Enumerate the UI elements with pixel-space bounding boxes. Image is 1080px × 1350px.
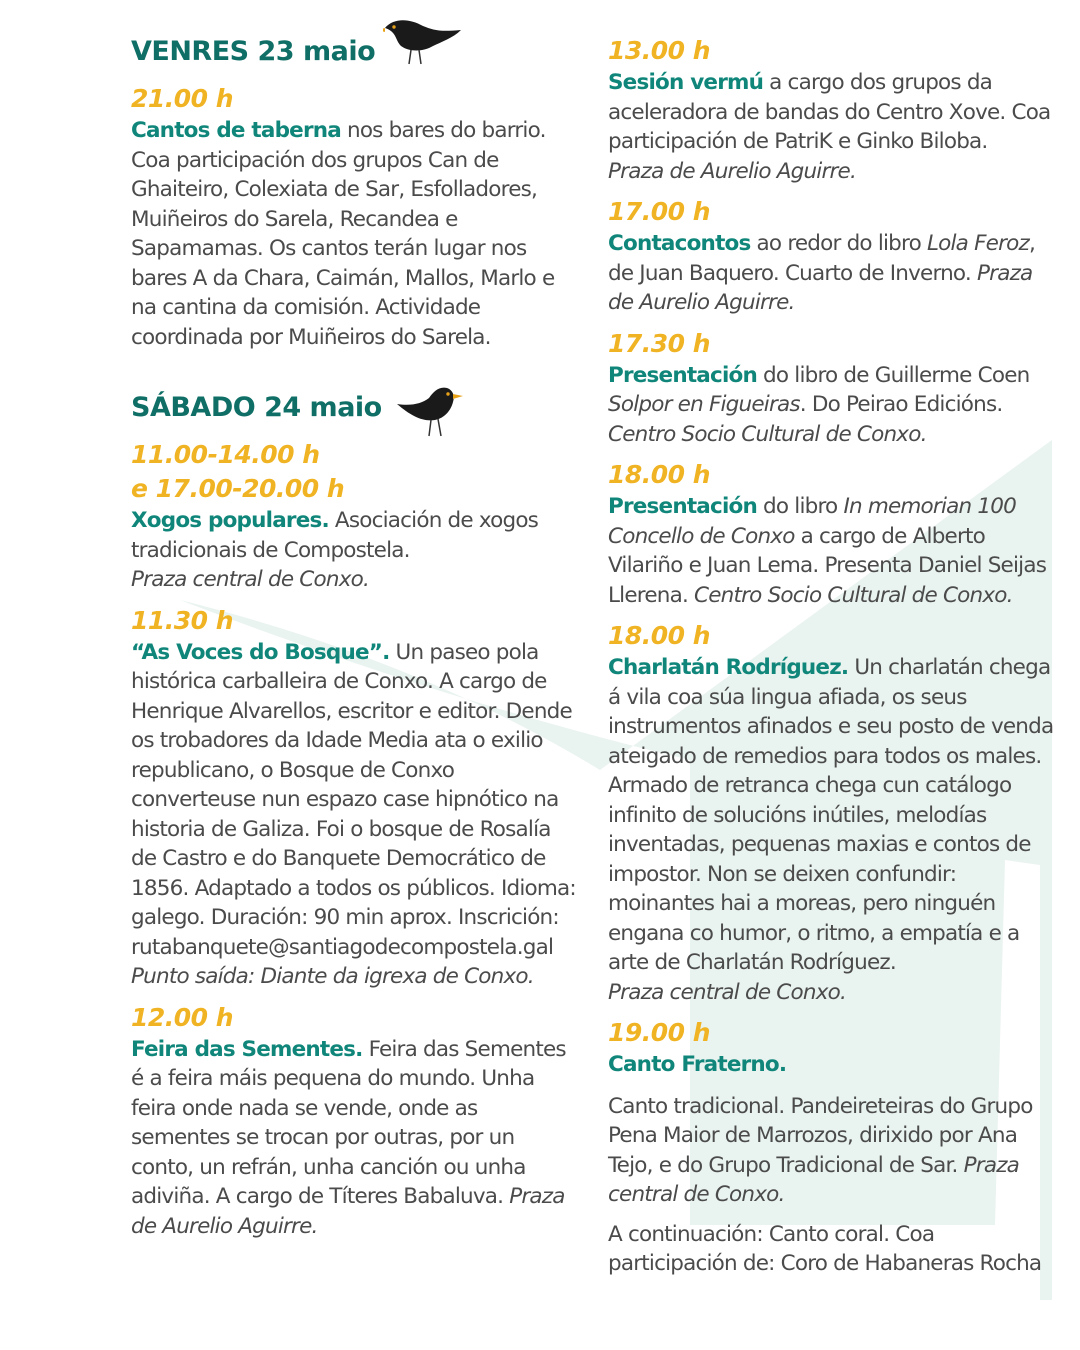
event-description: Presentación do libro de Guillerme Coen Solpor en Figueiras. Do Peirao Edicións. Centro Socio Cultural de Conxo. xyxy=(608,362,1030,447)
event-time: 11.30 h xyxy=(131,605,234,635)
event-xogos xyxy=(131,438,576,595)
event-voces-bosque xyxy=(131,604,576,992)
event-place: Praza central de Conxo. xyxy=(608,979,847,1005)
event-presentacion-solpor xyxy=(608,327,1055,450)
event-time: 17.00 h xyxy=(608,197,711,226)
event-continuation: A continuación: Canto coral. Coa participación de: Coro de Habaneras Rocha xyxy=(608,1221,1042,1276)
event-time: 12.00 h xyxy=(131,1002,234,1032)
book-title: Solpor en Figueiras xyxy=(608,392,800,417)
event-title: Canto Fraterno. xyxy=(608,1052,787,1077)
event-charlatan xyxy=(608,619,1055,1007)
event-description: Charlatán Rodríguez. Un charlatán chega á vila coa súa lingua afiada, os seus instrumentos afinados e seu posto de venda ateigado de remedios para todos os males. Armado de retranca chega cun catálogo infinito de solucións inútiles, melodías inventadas, pequenas maxias e contos de impostor. Non se deixen confundir: moinantes hai a moreas, pero ninguén engana co humor, o ritmo, a empatía e a arte de Charlatán Rodríguez. Praza central de Conxo. xyxy=(608,655,1054,1005)
blackbird-icon xyxy=(397,382,467,440)
event-description: Feira das Sementes. Feira das Sementes é a feira máis pequena do mundo. Unha feira onde nada se vende, onde as sementes se trocan por outras, por un conto, un refrán, unha canción ou unha adiviña. A cargo de Títeres Babaluva. Praza de Aurelio Aguirre. xyxy=(131,1036,566,1239)
event-title: Presentación xyxy=(608,494,758,519)
event-contacontos xyxy=(608,195,1055,318)
day-title: VENRES 23 maio xyxy=(131,36,376,67)
event-place: Praza central de Conxo. xyxy=(608,1152,1020,1207)
book-title: Lola Feroz xyxy=(926,231,1029,256)
event-title: Cantos de taberna xyxy=(131,118,341,143)
event-title-line xyxy=(608,1050,1055,1080)
book-title: In memorian 100 Concello de Conxo xyxy=(608,494,1016,549)
event-feira-sementes xyxy=(131,1001,576,1242)
event-description: Canto tradicional. Pandeireteiras do Grupo Pena Maior de Marrozos, dirixido por Ana Tejo, e do Grupo Tradicional de Sar. Praza central de Conxo. xyxy=(608,1093,1033,1207)
event-place: Centro Socio Cultural de Conxo. xyxy=(694,582,1013,608)
event-description: Cantos de taberna nos bares do barrio. Coa participación dos grupos Can de Ghaiteiro, Colexiata de Sar, Esfolladores, Muiñeiros do Sarela, Recandea e Sapamamas. Os cantos terán lugar nos bares A da Chara, Caimán, Mallos, Marlo e na cantina da comisión. Actividade coordinada por Muiñeiros do Sarela. xyxy=(131,118,555,350)
event-title: “As Voces do Bosque”. xyxy=(131,639,390,665)
right-column xyxy=(608,34,1055,1279)
event-place: Praza de Aurelio Aguirre. xyxy=(608,158,857,184)
event-description: Contacontos ao redor do libro Lola Feroz, de Juan Baquero. Cuarto de Inverno. Praza de Aurelio Aguirre. xyxy=(608,231,1036,315)
event-place: Punto saída: Diante da igrexa de Conxo. xyxy=(131,964,534,989)
event-time: 18.00 h xyxy=(608,460,711,489)
event-time: 21.00 h xyxy=(131,84,234,113)
event-sesion-vermu xyxy=(608,34,1055,186)
event-title: Presentación xyxy=(608,362,758,388)
event-canto-fraterno xyxy=(608,1016,1055,1279)
day-header-friday xyxy=(131,34,576,82)
blackbird-icon xyxy=(383,12,463,68)
day-title: SÁBADO 24 maio xyxy=(131,392,382,423)
event-presentacion-memorian xyxy=(608,458,1055,610)
event-title: Sesión vermú xyxy=(608,70,764,95)
event-time: 18.00 h xyxy=(608,621,711,650)
event-time-second: e 17.00-20.00 h xyxy=(131,474,345,503)
event-description: Presentación do libro In memorian 100 Concello de Conxo a cargo de Alberto Vilariño e Juan Lema. Presenta Daniel Seijas Llerena. Centro Socio Cultural de Conxo. xyxy=(608,494,1047,608)
event-description: “As Voces do Bosque”. Un paseo pola histórica carballeira de Conxo. A cargo de Henrique Alvarellos, escritor e editor. Dende os trobadores da Idade Media ata o exilio republicano, o Bosque de Conxo converteuse nun espazo case hipnótico na historia de Galiza. Foi o bosque de Rosalía de Castro e do Banquete Democrático de 1856. Adaptado a todos os públicos. Idioma: galego. Duración: 90 min aprox. Inscrición: rutabanquete@santiagodecompostela.gal Punto saída: Diante da igrexa de Conxo. xyxy=(131,639,576,989)
event-title: Contacontos xyxy=(608,231,751,256)
event-place: Praza de Aurelio Aguirre. xyxy=(608,260,1033,315)
event-place: Praza central de Conxo. xyxy=(131,567,370,592)
event-description: Sesión vermú a cargo dos grupos da aceleradora de bandas do Centro Xove. Coa participación de PatriK e Ginko Biloba. Praza de Aurelio Aguirre. xyxy=(608,70,1051,184)
event-time: 17.30 h xyxy=(608,328,711,358)
event-description: Xogos populares. Asociación de xogos tradicionais de Compostela. Praza central de Conxo. xyxy=(131,508,539,592)
event-time: 13.00 h xyxy=(608,36,711,65)
event-title: Charlatán Rodríguez. xyxy=(608,655,849,680)
event-place: Praza de Aurelio Aguirre. xyxy=(131,1184,565,1239)
left-column xyxy=(131,34,576,1241)
event-title: Xogos populares. xyxy=(131,508,329,533)
event-time: 19.00 h xyxy=(608,1018,711,1047)
day-header-saturday xyxy=(131,390,576,438)
event-title: Feira das Sementes. xyxy=(131,1036,363,1062)
event-place: Centro Socio Cultural de Conxo. xyxy=(608,421,927,447)
event-cantos xyxy=(131,82,576,352)
event-time: 11.00-14.00 h xyxy=(131,440,320,469)
